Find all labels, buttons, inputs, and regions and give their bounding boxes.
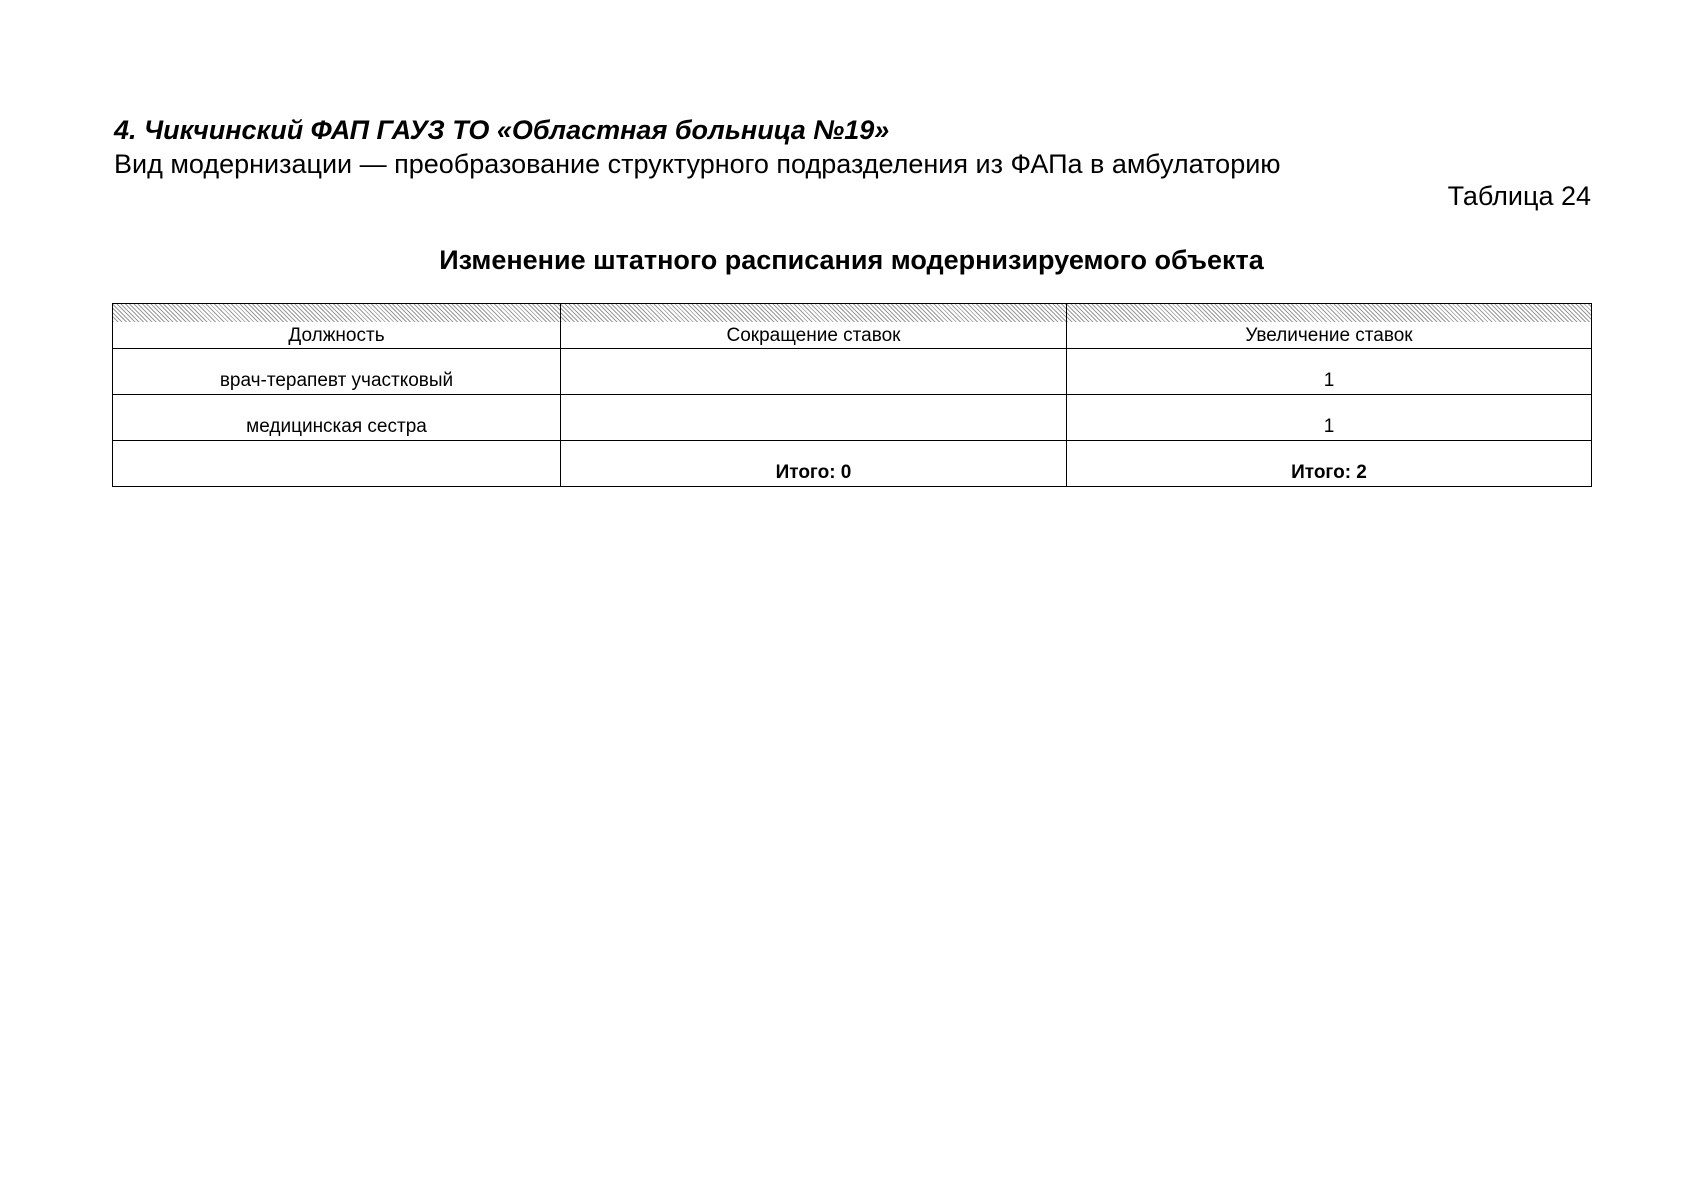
cell-total-position: [113, 441, 561, 487]
cell-reduction: [561, 349, 1067, 395]
cell-position: врач-терапевт участковый: [113, 349, 561, 395]
cell-increase: 1: [1067, 349, 1592, 395]
table-header-row: [113, 304, 1592, 349]
column-header-label: Сокращение ставок: [726, 325, 901, 346]
modernization-type: Вид модернизации — преобразование структурного подразделения из ФАПа в амбулаторию: [114, 149, 1281, 179]
table-number: Таблица 24: [1447, 181, 1591, 211]
staff-change-table: [112, 303, 1592, 487]
table-row: [113, 395, 1592, 441]
cell-total-reduction: Итого: 0: [561, 441, 1067, 487]
table-title: Изменение штатного расписания модернизируемого объекта: [439, 245, 1264, 275]
cell-position: медицинская сестра: [113, 395, 561, 441]
column-header-label: Должность: [288, 325, 385, 346]
column-header-reduction: [561, 304, 1067, 349]
column-header-label: Увеличение ставок: [1245, 325, 1413, 346]
cell-reduction: [561, 395, 1067, 441]
cell-increase: 1: [1067, 395, 1592, 441]
column-header-position: [113, 304, 561, 349]
section-heading: 4. Чикчинский ФАП ГАУЗ ТО «Областная больница №19»: [114, 115, 890, 145]
totals-row: [113, 441, 1592, 487]
cell-total-increase: Итого: 2: [1067, 441, 1592, 487]
table-row: [113, 349, 1592, 395]
column-header-increase: [1067, 304, 1592, 349]
